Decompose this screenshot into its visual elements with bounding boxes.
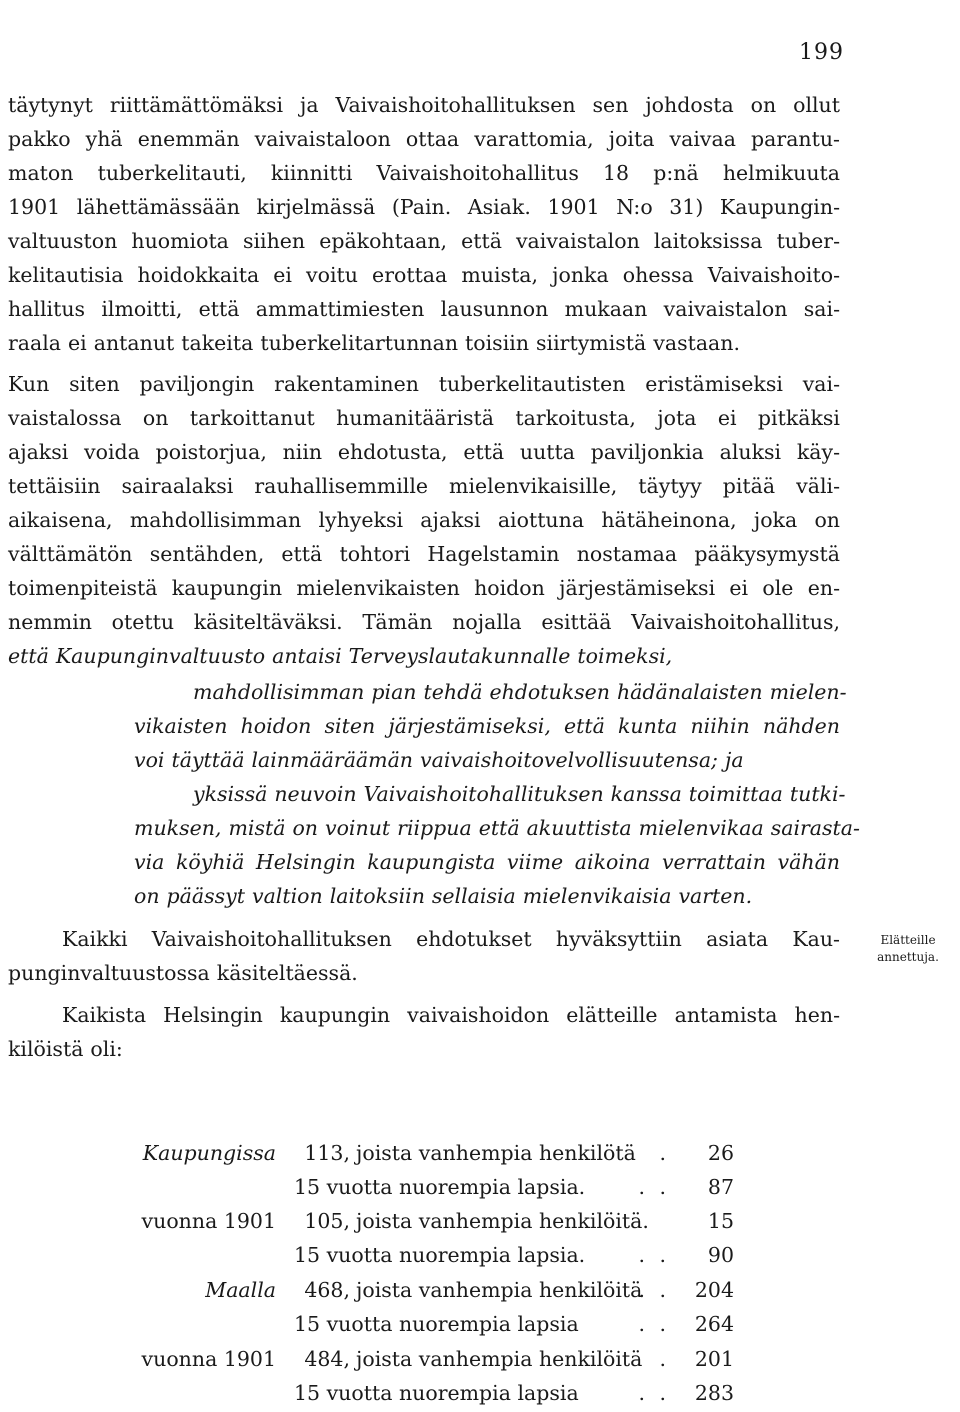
row-count: 264 [694,1312,734,1336]
row-number: 105, [304,1209,350,1233]
row-count: 204 [694,1278,734,1302]
row-description: 15 vuotta nuorempia lapsia. [294,1243,586,1267]
text-line: vaistalossa on tarkoittanut humanitääristä tarkoitusta, jota ei pitkäksi [8,406,840,430]
table-row [0,1170,960,1204]
row-leader-dots: . [659,1347,670,1371]
row-description: joista vanhempia henkilöitä [356,1278,643,1302]
row-count: 201 [694,1347,734,1371]
text-line: via köyhiä Helsingin kaupungista viime aikoina verrattain vähän [134,850,840,874]
text-line: muksen, mistä on voinut riippua että akuuttista mielenvikaa sairasta- [134,816,860,840]
text-line: toimenpiteistä kaupungin mielenvikaisten hoidon järjestämiseksi ei ole en- [8,576,840,600]
text-line: pakko yhä enemmän vaivaistaloon ottaa varattomia, joita vaivaa parantu- [8,127,840,151]
text-line: ajaksi voida poistorjua, niin ehdotusta, että uutta paviljonkia aluksi käy- [8,440,840,464]
text-line: hallitus ilmoitti, että ammattimiesten lausunnon mukaan vaivaistalon sai- [8,297,840,321]
text-line: täytynyt riittämättömäksi ja Vaivaishoitohallituksen sen johdosta on ollut [8,93,840,117]
row-description: joista vanhempia henkilöitä [356,1347,643,1371]
row-leader-dots: . . [638,1243,670,1267]
text-line: tettäisiin sairaalaksi rauhallisemmille mielenvikaisille, täytyy pitää väli- [8,474,840,498]
row-description: joista vanhempia henkilöitä. [356,1209,649,1233]
table-row [0,1238,960,1272]
row-place: Kaupungissa [142,1141,276,1165]
table-row [0,1136,960,1170]
row-place: vuonna 1901 [141,1347,276,1371]
text-line: kilöistä oli: [8,1037,123,1061]
text-line: punginvaltuustossa käsiteltäessä. [8,961,358,985]
text-line: Kaikista Helsingin kaupungin vaivaishoidon elätteille antamista hen- [62,1003,840,1027]
text-line: voi täyttää lainmääräämän vaivaishoitovelvollisuutensa; ja [134,748,744,772]
page-number: 199 [799,40,844,65]
text-line: Kun siten paviljongin rakentaminen tuberkelitautisten eristämiseksi vai- [8,372,840,396]
table-row [0,1342,960,1376]
text-line: valtuuston huomiota siihen epäkohtaan, että vaivaistalon laitoksissa tuber- [8,229,840,253]
row-leader-dots: . . [638,1278,670,1302]
row-place: vuonna 1901 [141,1209,276,1233]
row-number: 113, [304,1141,350,1165]
row-description: 15 vuotta nuorempia lapsia [294,1381,579,1405]
text-line: välttämätön sentähden, että tohtori Hagelstamin nostamaa pääkysymystä [8,542,840,566]
text-line: aikaisena, mahdollisimman lyhyeksi ajaksi aiottuna hätäheinona, joka on [8,508,840,532]
row-number: 484, [304,1347,350,1371]
row-leader-dots: . . [638,1175,670,1199]
row-count: 87 [707,1175,734,1199]
row-count: 283 [694,1381,734,1405]
table-row [0,1307,960,1341]
row-number: 468, [304,1278,350,1302]
margin-note: Elätteille annettuja. [877,933,939,964]
row-description: 15 vuotta nuorempia lapsia. [294,1175,586,1199]
text-line: Kaikki Vaivaishoitohallituksen ehdotukset hyväksyttiin asiata Kau- [62,927,840,951]
row-count: 26 [707,1141,734,1165]
table-row [0,1273,960,1307]
text-line: yksissä neuvoin Vaivaishoitohallituksen kanssa toimittaa tutki- [193,782,846,806]
row-description: joista vanhempia henkilötä [356,1141,636,1165]
row-description: 15 vuotta nuorempia lapsia [294,1312,579,1336]
row-count: 90 [707,1243,734,1267]
text-line: raala ei antanut takeita tuberkelitartunnan toisiin siirtymistä vastaan. [8,331,741,355]
text-line: mahdollisimman pian tehdä ehdotuksen hädänalaisten mielen- [193,680,847,704]
table-row [0,1376,960,1410]
row-leader-dots: . . [638,1312,670,1336]
text-line: on päässyt valtion laitoksiin sellaisia mielenvikaisia varten. [134,884,753,908]
text-line: vikaisten hoidon siten järjestämiseksi, että kunta niihin nähden [134,714,840,738]
text-line: että Kaupunginvaltuusto antaisi Terveyslautakunnalle toimeksi, [8,644,673,668]
row-count: 15 [707,1209,734,1233]
row-place: Maalla [205,1278,276,1302]
text-line: nemmin otettu käsiteltäväksi. Tämän nojalla esittää Vaivaishoitohallitus, [8,610,840,634]
table-row [0,1204,960,1238]
text-line: kelitautisia hoidokkaita ei voitu erottaa muista, jonka ohessa Vaivaishoito- [8,263,840,287]
row-leader-dots: . [659,1141,670,1165]
text-line: 1901 lähettämässään kirjelmässä (Pain. Asiak. 1901 N:o 31) Kaupungin- [8,195,840,219]
row-leader-dots: . . [638,1381,670,1405]
text-line: maton tuberkelitauti, kiinnitti Vaivaishoitohallitus 18 p:nä helmikuuta [8,161,840,185]
